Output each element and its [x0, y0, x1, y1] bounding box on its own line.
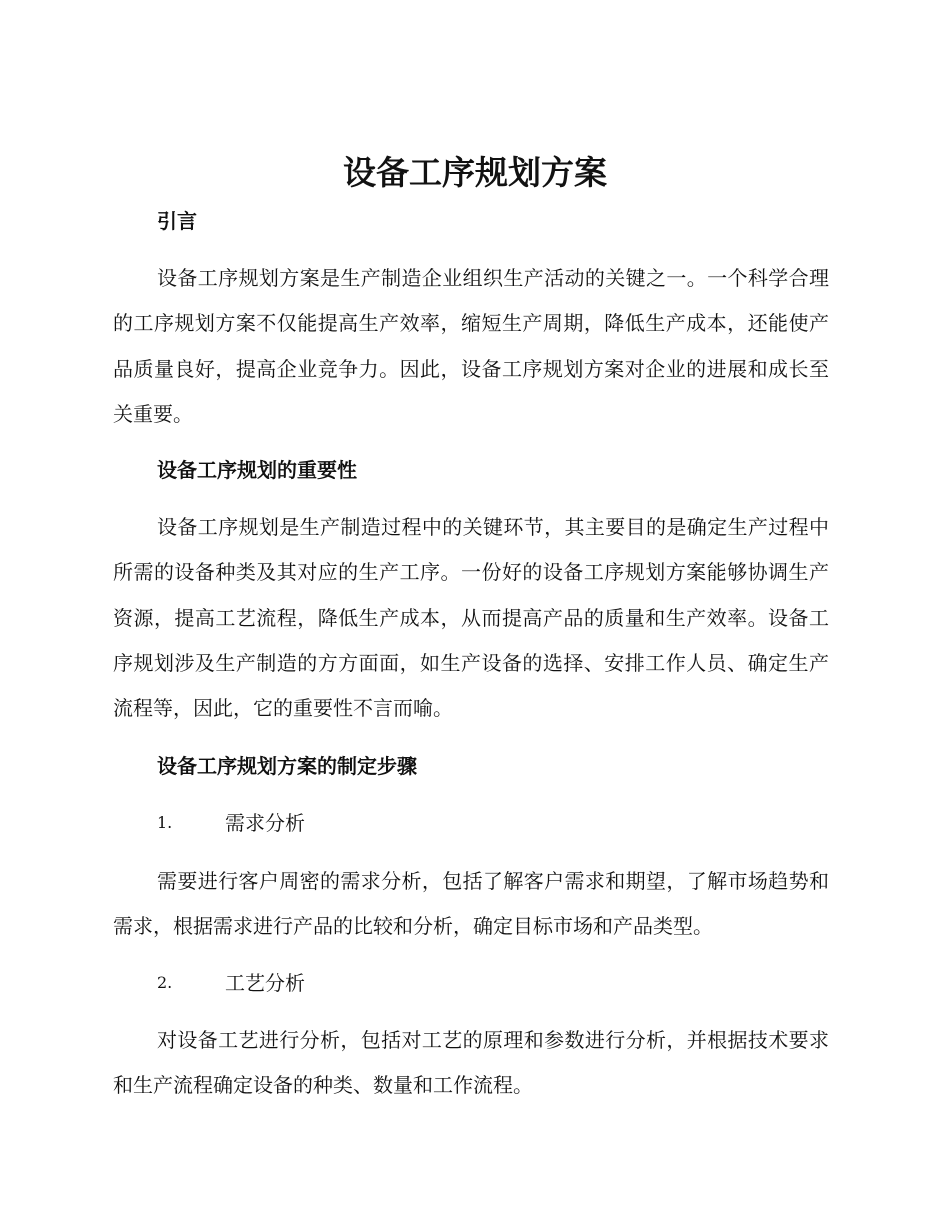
section-heading-introduction: 引言 [157, 209, 197, 233]
section-heading-importance: 设备工序规划的重要性 [157, 458, 357, 482]
step-item-2 [157, 969, 305, 997]
step-number: 1. [157, 813, 173, 832]
step-label: 需求分析 [225, 811, 305, 835]
document-title: 设备工序规划方案 [343, 153, 607, 192]
step-label: 工艺分析 [225, 971, 305, 995]
section-heading-steps: 设备工序规划方案的制定步骤 [157, 754, 417, 778]
step-paragraph-1: 需要进行客户周密的需求分析，包括了解客户需求和期望，了解市场趋势和需求，根据需求进行产品的比较和分析，确定目标市场和产品类型。 [113, 869, 829, 939]
step-item-1 [157, 809, 305, 837]
step-number: 2. [157, 973, 173, 992]
section-paragraph-introduction: 设备工序规划方案是生产制造企业组织生产活动的关键之一。一个科学合理的工序规划方案不仅能提高生产效率，缩短生产周期，降低生产成本，还能使产品质量良好，提高企业竞争力。因此，设备工序规划方案对企业的进展和成长至关重要。 [113, 266, 829, 426]
step-paragraph-2: 对设备工艺进行分析，包括对工艺的原理和参数进行分析，并根据技术要求和生产流程确定设备的种类、数量和工作流程。 [113, 1028, 829, 1098]
section-paragraph-importance: 设备工序规划是生产制造过程中的关键环节，其主要目的是确定生产过程中所需的设备种类及其对应的生产工序。一份好的设备工序规划方案能够协调生产资源，提高工艺流程，降低生产成本，从而提高产品的质量和生产效率。设备工序规划涉及生产制造的方方面面，如生产设备的选择、安排工作人员、确定生产流程等，因此，它的重要性不言而喻。 [113, 515, 829, 721]
